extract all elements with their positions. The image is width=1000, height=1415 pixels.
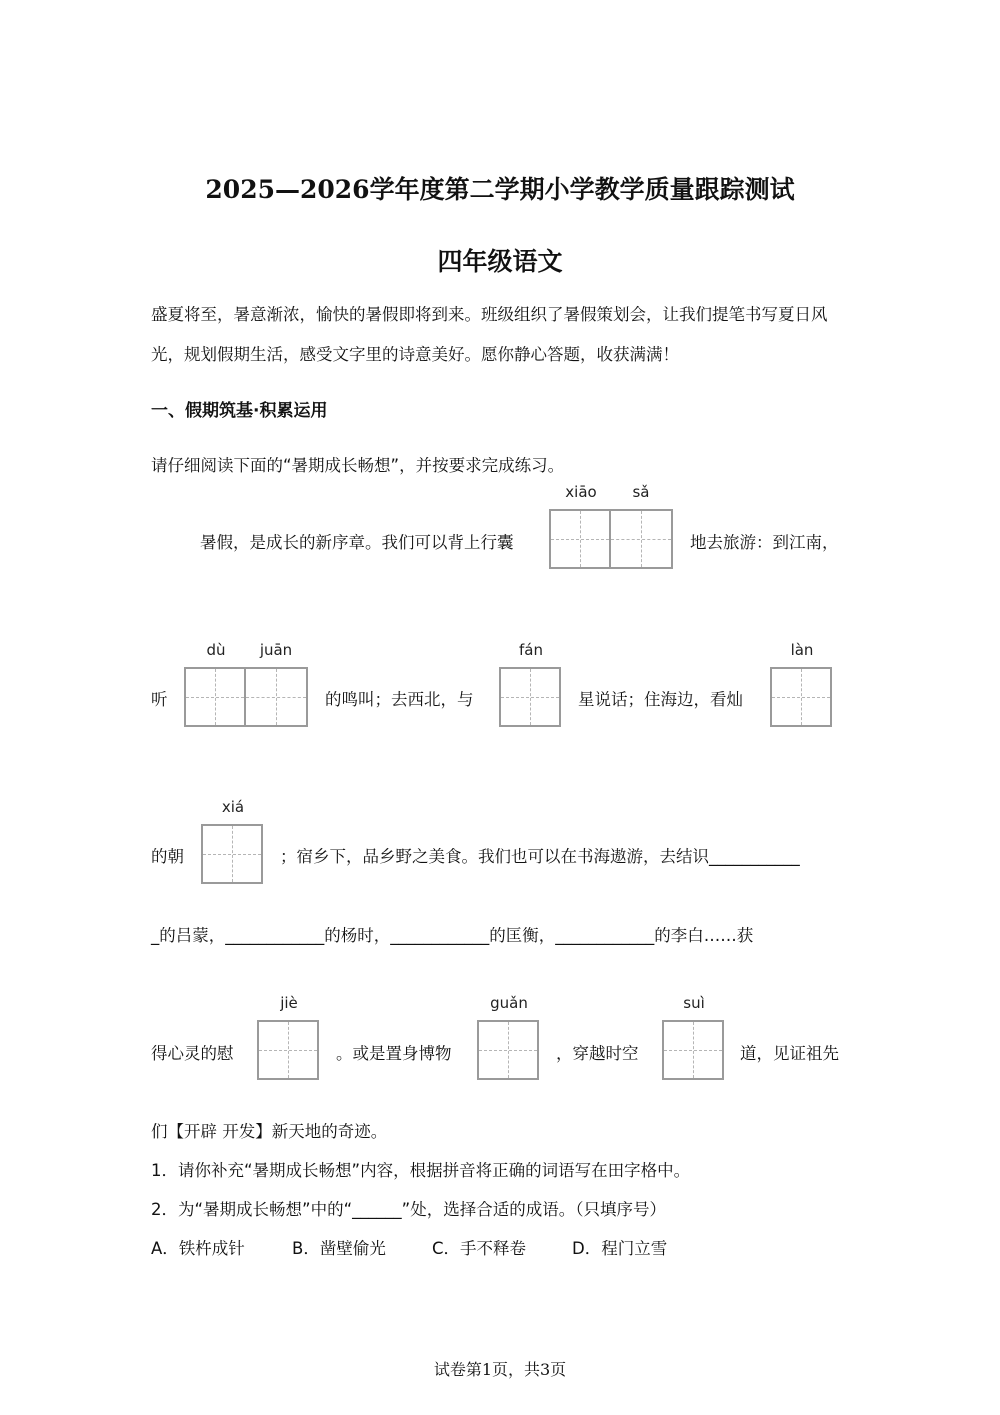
pinyin-label: guǎn (490, 994, 528, 1012)
page-footer: 试卷第1页，共3页 (433, 1360, 567, 1379)
grid-dujuan[interactable] (184, 641, 308, 727)
grid-cell[interactable] (662, 994, 724, 1080)
passage-line3b: ；宿乡下，品乡野之美食。我们也可以在书海遨游，去结识___________ (280, 847, 800, 866)
grid-lan[interactable] (770, 641, 832, 727)
passage-line5d: 道，见证祖先 (740, 1044, 839, 1063)
passage-line2b: 的鸣叫；去西北，与 (325, 690, 474, 709)
question-2: 2．为“暑期成长畅想”中的“______”处，选择合适的成语。（只填序号） (151, 1200, 666, 1219)
pinyin-label: làn (790, 641, 814, 659)
grid-cell[interactable] (477, 994, 539, 1080)
pinyin-label: fán (519, 641, 543, 659)
option-d[interactable]: D．程门立雪 (572, 1239, 668, 1258)
grid-cell[interactable] (549, 483, 611, 569)
grid-xia[interactable] (201, 798, 263, 884)
passage-line5b: 。或是置身博物 (336, 1044, 452, 1063)
pinyin-label: xiāo (565, 483, 597, 501)
grid-fan[interactable] (499, 641, 561, 727)
passage-line2c: 星说话；住海边，看灿 (578, 690, 743, 709)
page-subtitle: 四年级语文 (437, 247, 563, 276)
passage-line5a: 得心灵的慰 (151, 1044, 234, 1063)
grid-cell[interactable] (184, 641, 246, 727)
passage-line6: 们【开辟 开发】新天地的奇迹。 (151, 1122, 388, 1141)
grid-xiaosa[interactable] (549, 483, 673, 569)
option-c[interactable]: C．手不释卷 (432, 1239, 527, 1258)
pinyin-label: sǎ (632, 483, 650, 501)
grid-cell[interactable] (770, 641, 832, 727)
option-b[interactable]: B．凿壁偷光 (292, 1239, 386, 1258)
question-1: 1．请你补充“暑期成长畅想”内容，根据拼音将正确的词语写在田字格中。 (151, 1161, 691, 1180)
grid-guan[interactable] (477, 994, 539, 1080)
pinyin-label: xiá (221, 798, 245, 816)
option-a[interactable]: A．铁杵成针 (151, 1239, 245, 1258)
pinyin-label: jiè (280, 994, 298, 1012)
grid-cell[interactable] (499, 641, 561, 727)
passage-line1a: 暑假，是成长的新序章。我们可以背上行囊 (200, 533, 514, 552)
grid-cell[interactable] (246, 641, 308, 727)
passage-line2a: 听 (151, 690, 168, 709)
grid-cell[interactable] (257, 994, 319, 1080)
pinyin-label: dù (206, 641, 226, 659)
grid-cell[interactable] (611, 483, 673, 569)
grid-cell[interactable] (201, 798, 263, 884)
intro-paragraph: 盛夏将至，暑意渐浓，愉快的暑假即将到来。班级组织了暑假策划会，让我们提笔书写夏日风光，规划假期生活，感受文字里的诗意美好。愿你静心答题，收获满满！ (151, 305, 828, 364)
grid-jie[interactable] (257, 994, 319, 1080)
grid-sui[interactable] (662, 994, 724, 1080)
section-heading: 一、假期筑基·积累运用 (151, 401, 328, 421)
passage-line3a: 的朝 (151, 847, 184, 866)
pinyin-label: juān (259, 641, 293, 659)
passage-line5c: ，穿越时空 (556, 1044, 639, 1063)
instruction-text: 请仔细阅读下面的“暑期成长畅想”，并按要求完成练习。 (151, 456, 565, 475)
passage-line4: _的吕蒙，____________的杨时，____________的匡衡，____________的李白……获 (151, 926, 754, 945)
pinyin-label: suì (683, 994, 705, 1012)
passage-line1b: 地去旅游：到江南， (690, 533, 839, 552)
page-title: 2025—2026学年度第二学期小学教学质量跟踪测试 (205, 175, 795, 204)
